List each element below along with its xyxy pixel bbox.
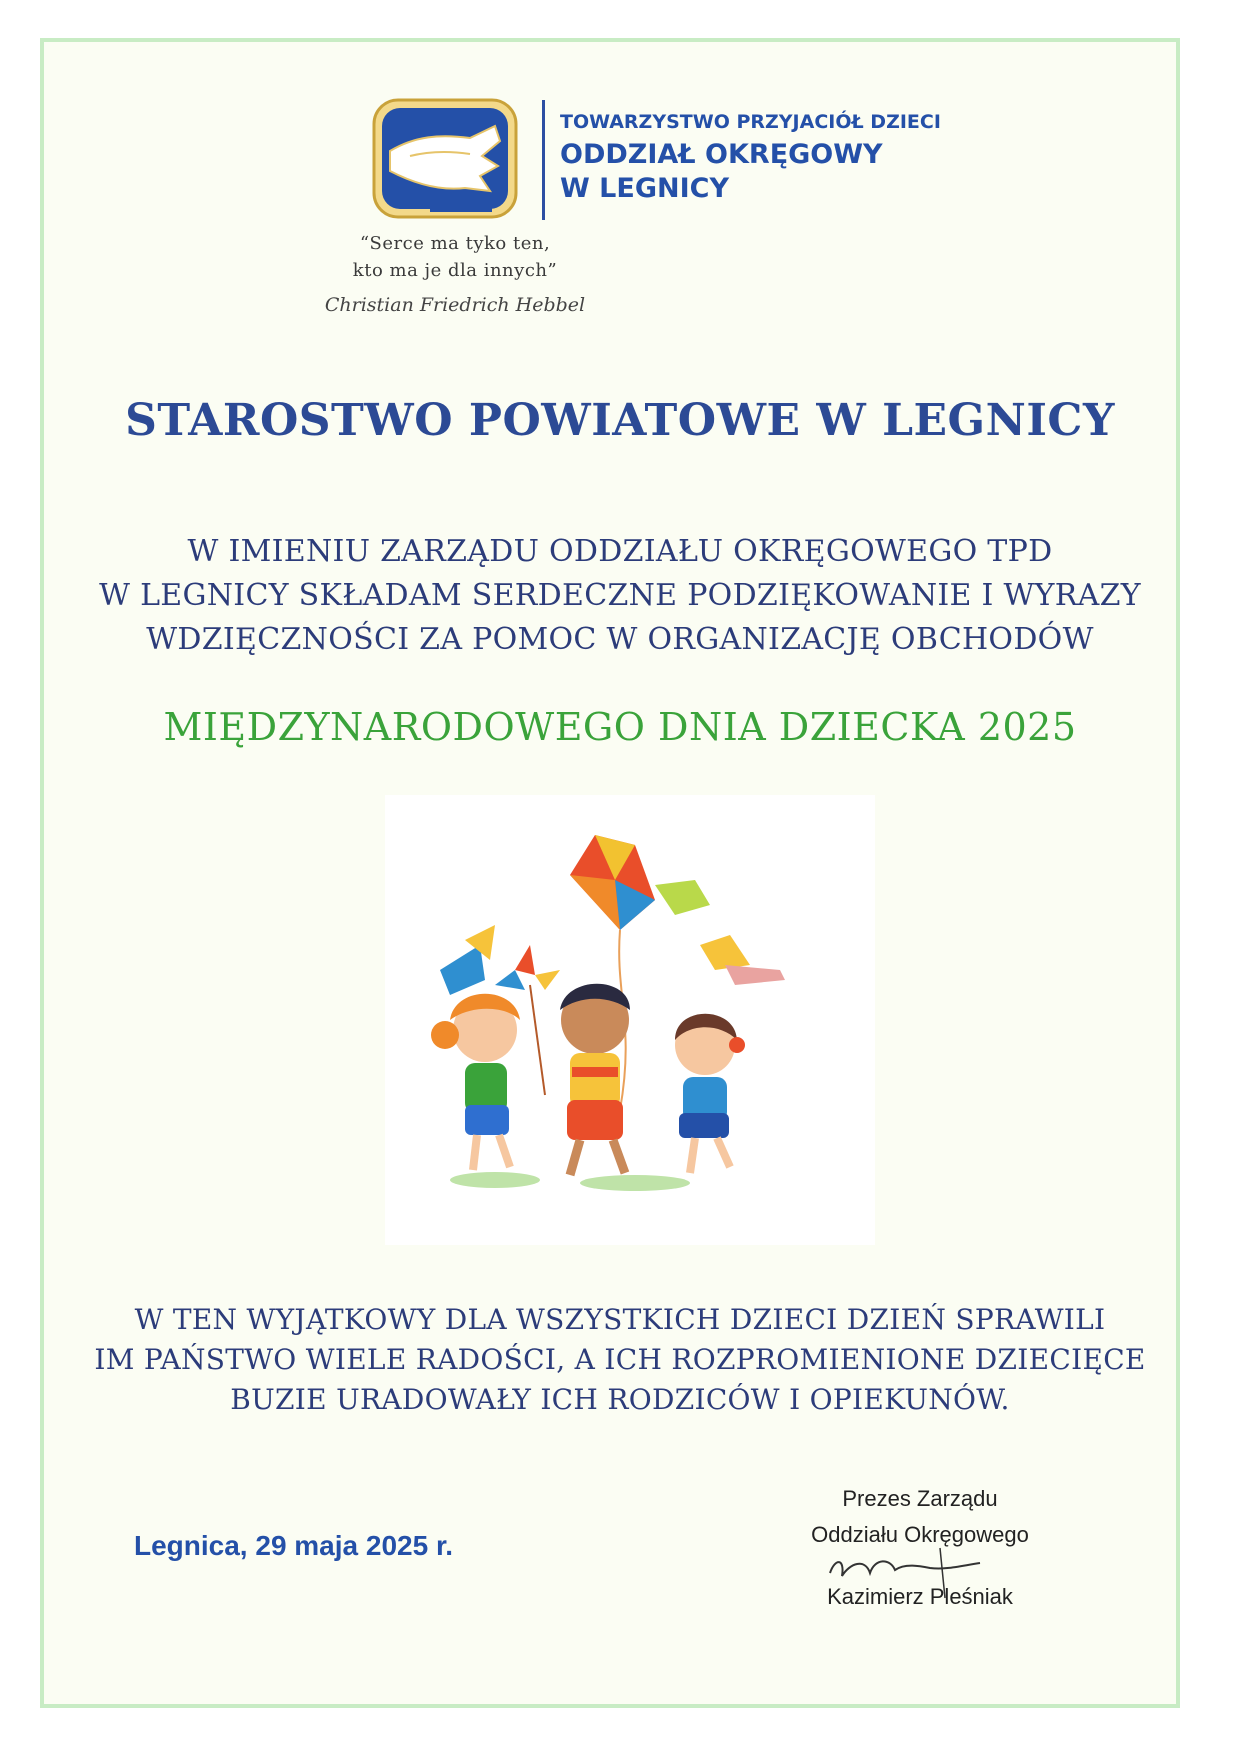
- thanks-paragraph: [60, 530, 1180, 662]
- thanks-line: WDZIĘCZNOŚCI ZA POMOC W ORGANIZACJĘ OBCHODÓW: [146, 622, 1094, 657]
- thanks-line: W IMIENIU ZARZĄDU ODDZIAŁU OKRĘGOWEGO TPD: [187, 534, 1053, 569]
- children-kite-illustration: [385, 795, 875, 1245]
- closing-line: W TEN WYJĄTKOWY DLA WSZYSTKICH DZIECI DZIEŃ SPRAWILI: [134, 1303, 1106, 1336]
- signature-block: [770, 1486, 1070, 1616]
- org-branch: ODDZIAŁ OKRĘGOWY: [560, 139, 883, 170]
- motto-line: kto ma je dla innych”: [352, 260, 558, 281]
- signer-title: Prezes Zarządu: [842, 1486, 998, 1511]
- header: [324, 96, 941, 326]
- recipient-title: STAROSTWO POWIATOWE W LEGNICY: [125, 395, 1115, 446]
- org-name: TOWARZYSTWO PRZYJACIÓŁ DZIECI: [560, 111, 941, 133]
- header-divider: [542, 100, 545, 220]
- motto-author: Christian Friedrich Hebbel: [324, 294, 586, 316]
- org-city: W LEGNICY: [560, 173, 730, 204]
- tpd-logo: [370, 96, 520, 221]
- motto-line: “Serce ma tyko ten,: [359, 233, 551, 254]
- event-name: MIĘDZYNARODOWEGO DNIA DZIECKA 2025: [163, 705, 1077, 749]
- place-and-date: Legnica, 29 maja 2025 r.: [134, 1530, 454, 1561]
- closing-paragraph: [60, 1300, 1180, 1420]
- closing-line: IM PAŃSTWO WIELE RADOŚCI, A ICH ROZPROMIENIONE DZIECIĘCE: [94, 1343, 1146, 1376]
- thanks-line: W LEGNICY SKŁADAM SERDECZNE PODZIĘKOWANIE I WYRAZY: [99, 578, 1141, 613]
- signer-organization: Oddziału Okręgowego: [811, 1522, 1029, 1547]
- signer-name: Kazimierz Pleśniak: [827, 1584, 1013, 1609]
- closing-line: BUZIE URADOWAŁY ICH RODZICÓW I OPIEKUNÓW.: [230, 1383, 1010, 1416]
- motto: [310, 230, 600, 284]
